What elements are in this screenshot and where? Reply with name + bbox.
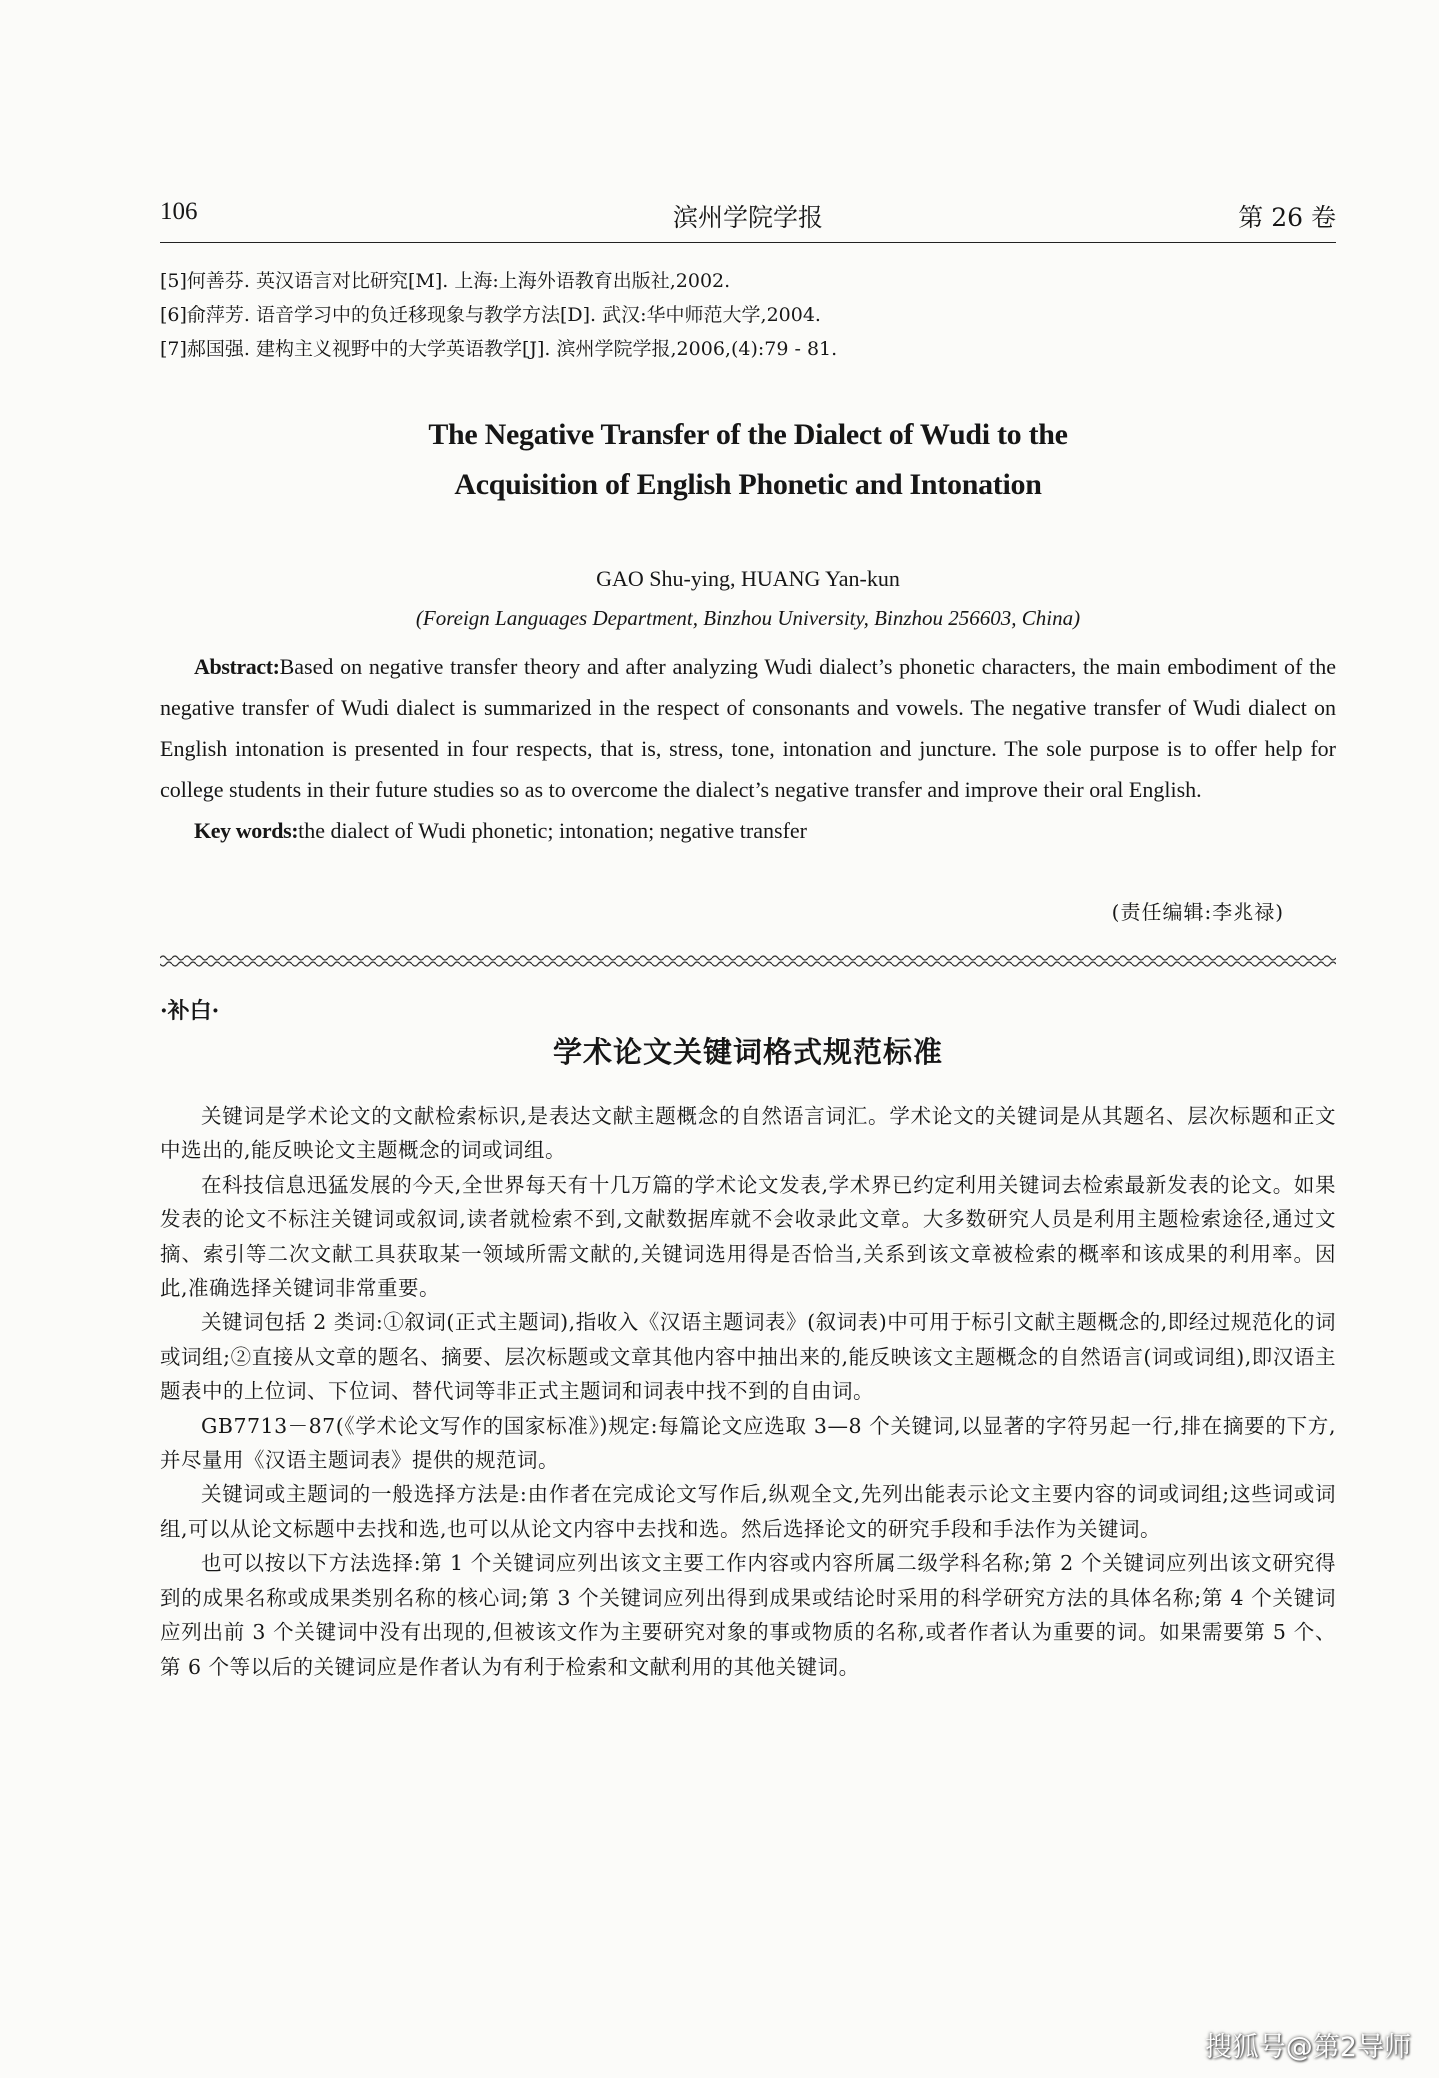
- supplement-title: 学术论文关键词格式规范标准: [552, 1035, 943, 1069]
- abstract-paragraph: [160, 646, 1336, 810]
- reference-item: [5]何善芬. 英汉语言对比研究[M]. 上海:上海外语教育出版社,2002.: [160, 270, 731, 292]
- body-paragraph: 关键词包括 2 类词:①叙词(正式主题词),指收入《汉语主题词表》(叙词表)中可用于标引文献主题概念的,即经过规范化的词或词组;②直接从文章的题名、摘要、层次标题或文章其他内容中抽出来的,能反映该文主题概念的自然语言(词或词组),即汉语主题表中的上位词、下位词、替代词等非正式主题词和词表中找不到的自由词。: [160, 1310, 1336, 1404]
- affiliation: (Foreign Languages Department, Binzhou University, Binzhou 256603, China): [415, 606, 1081, 630]
- reference-item: [7]郝国强. 建构主义视野中的大学英语教学[J]. 滨州学院学报,2006,(4):79 - 81.: [160, 338, 838, 360]
- english-title-line: Acquisition of English Phonetic and Intonation: [454, 468, 1042, 501]
- body-paragraph: 关键词或主题词的一般选择方法是:由作者在完成论文写作后,纵观全文,先列出能表示论文主要内容的词或词组;这些词或词组,可以从论文标题中去找和选,也可以从论文内容中去找和选。然后选择论文的研究手段和手法作为关键词。: [160, 1482, 1336, 1541]
- journal-page: [160, 0, 1336, 2078]
- abstract-text: Based on negative transfer theory and after analyzing Wudi dialect’s phonetic characters, the main embodiment of the negative transfer of Wudi dialect is summarized in the respect of consonants and vowels. The negative transfer of Wudi dialect on English intonation is presented in four respects, that is, stress, tone, intonation and juncture. The sole purpose is to offer help for college students in their future studies so as to overcome the dialect’s negative transfer and improve their oral English.: [160, 654, 1336, 802]
- keywords-label: Key words:: [194, 818, 299, 843]
- supplement-body: [160, 1099, 1336, 1684]
- supplement-tag: ·补白·: [160, 998, 220, 1024]
- keywords-paragraph: [160, 810, 1336, 851]
- english-abstract: [160, 646, 1336, 851]
- keywords-text: the dialect of Wudi phonetic; intonation; negative transfer: [298, 818, 807, 843]
- page-number: 106: [160, 198, 198, 225]
- body-paragraph: GB7713－87(《学术论文写作的国家标准》)规定:每篇论文应选取 3—8 个关键词,以显著的字符另起一行,排在摘要的下方,并尽量用《汉语主题词表》提供的规范词。: [160, 1413, 1336, 1473]
- volume-label: 第 26 卷: [1238, 203, 1336, 232]
- journal-name: 滨州学院学报: [672, 203, 823, 232]
- abstract-label: Abstract:: [194, 654, 280, 679]
- reference-item: [6]俞萍芳. 语音学习中的负迁移现象与教学方法[D]. 武汉:华中师范大学,2004.: [160, 304, 821, 326]
- editor-note: (责任编辑:李兆禄): [1111, 900, 1284, 924]
- wavy-divider: [160, 954, 1336, 968]
- running-head: [160, 198, 1336, 243]
- english-title-line: The Negative Transfer of the Dialect of Wudi to the: [428, 418, 1068, 451]
- english-title: [160, 410, 1336, 510]
- body-paragraph: 也可以按以下方法选择:第 1 个关键词应列出该文主要工作内容或内容所属二级学科名称;第 2 个关键词应列出该文研究得到的成果名称或成果类别名称的核心词;第 3 个关键词应列出得到成果或结论时采用的科学研究方法的具体名称;第 4 个关键词应列出前 3 个关键词中没有出现的,但被该文作为主要研究对象的事或物质的名称,或者作者认为重要的词。如果需要第 5 个、第 6 个等以后的关键词应是作者认为有利于检索和文献利用的其他关键词。: [160, 1551, 1336, 1679]
- watermark: 搜狐号@第2导师: [1204, 2032, 1411, 2063]
- body-paragraph: 在科技信息迅猛发展的今天,全世界每天有十几万篇的学术论文发表,学术界已约定利用关键词去检索最新发表的论文。如果发表的论文不标注关键词或叙词,读者就检索不到,文献数据库就不会收录此文章。大多数研究人员是利用主题检索途径,通过文摘、索引等二次文献工具获取某一领域所需文献的,关键词选用得是否恰当,关系到该文章被检索的概率和该成果的利用率。因此,准确选择关键词非常重要。: [160, 1172, 1336, 1301]
- body-paragraph: 关键词是学术论文的文献检索标识,是表达文献主题概念的自然语言词汇。学术论文的关键词是从其题名、层次标题和正文中选出的,能反映论文主题概念的词或词组。: [160, 1104, 1336, 1163]
- reference-list: [160, 264, 1336, 366]
- authors: GAO Shu-ying, HUANG Yan-kun: [596, 566, 900, 591]
